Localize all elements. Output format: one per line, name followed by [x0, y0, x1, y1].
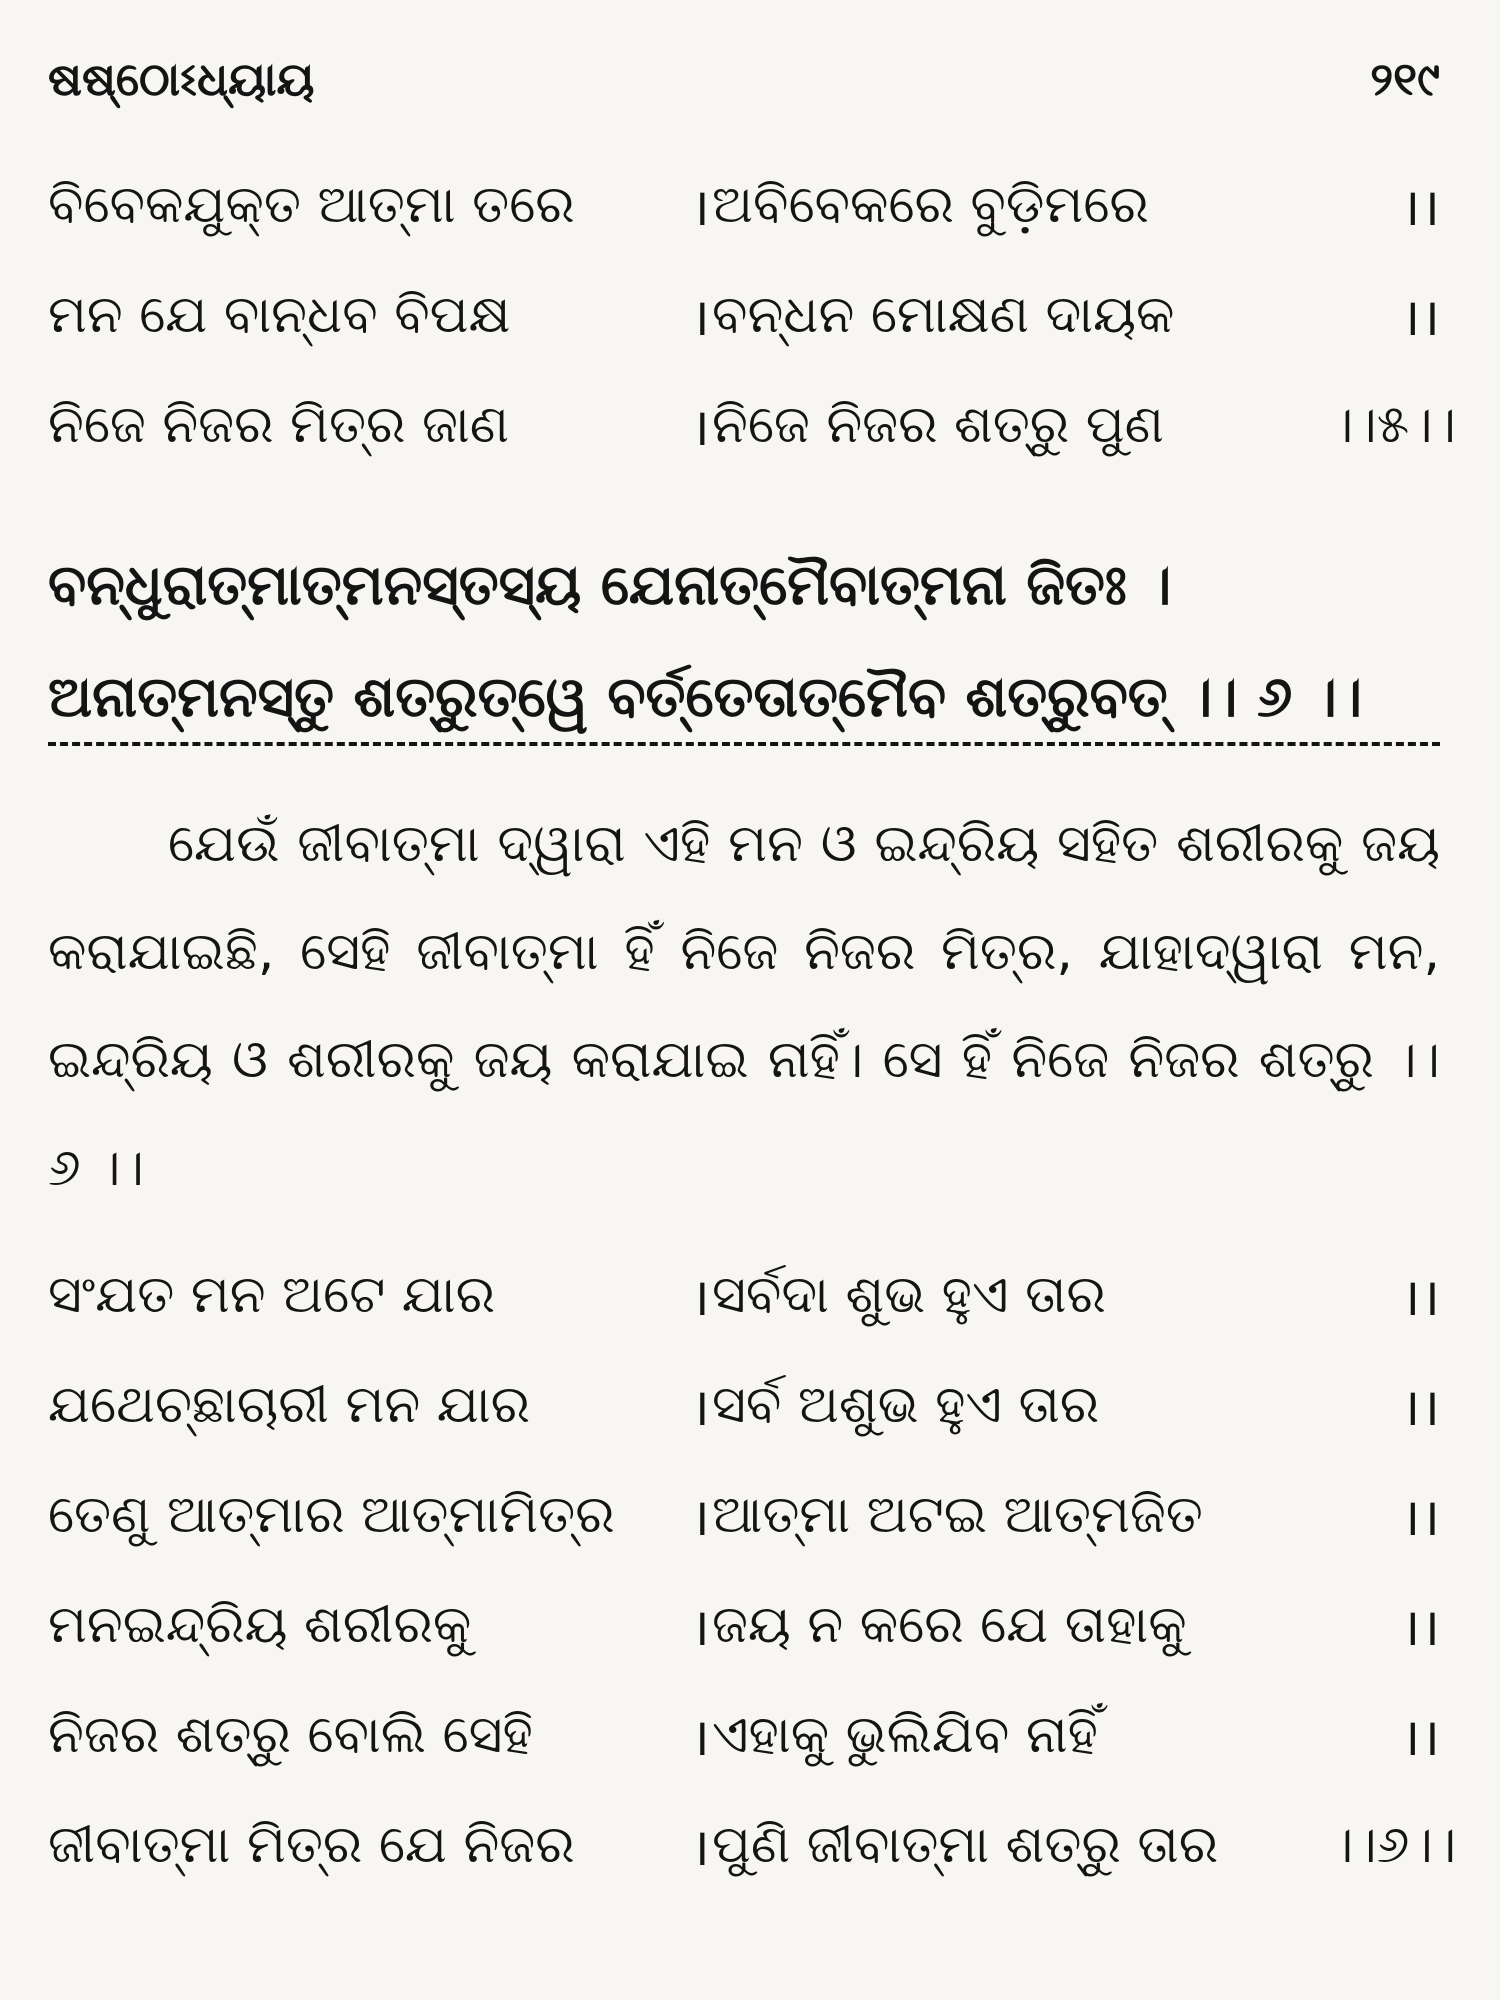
verse-separator: । [690, 177, 710, 238]
verse-separator: । [690, 1817, 710, 1878]
verse-left: ଜୀବାତ୍ମା ମିତ୍ର ଯେ ନିଜର [48, 1814, 575, 1875]
verse-end-mark: ।। [1400, 177, 1440, 238]
verse-separator: । [690, 397, 710, 458]
verse-separator: । [690, 1487, 710, 1548]
verse-right: ନିଜେ ନିଜର ଶତ୍ରୁ ପୁଣ [712, 394, 1164, 455]
running-title: ଷଷ୍ଠୋଽଧ୍ୟାୟ [48, 52, 315, 106]
verse-left: ମନ ଯେ ବାନ୍ଧବ ବିପକ୍ଷ [48, 284, 511, 345]
commentary-text: ଯେଉଁ ଜୀବାତ୍ମା ଦ୍ୱାରା ଏହି ମନ ଓ ଇନ୍ଦ୍ରିୟ ସହିତ ଶରୀରକୁ ଜୟ କରାଯାଇଛି, ସେହି ଜୀବାତ୍ମା ହିଁ ନିଜେ ନିଜର ମିତ୍ର, ଯାହାଦ୍ୱାରା ମନ, ଇନ୍ଦ୍ରିୟ ଓ ଶରୀରକୁ ଜୟ କରାଯାଇ ନାହିଁ। ସେ ହିଁ ନିଜେ ନିଜର ଶତ୍ରୁ ।। ୬ ।। [48, 814, 1440, 1198]
verse-right: ଆତ୍ମା ଅଟଇ ଆତ୍ମଜିତ [712, 1484, 1203, 1545]
verse-end-mark: ।। [1400, 1597, 1440, 1658]
verse-line [48, 1350, 1440, 1460]
verse-stanza-1 [48, 150, 1457, 480]
verse-left: ସଂଯତ ମନ ଅଟେ ଯାର [48, 1264, 496, 1325]
verse-right: ସର୍ବ ଅଶୁଭ ହୁଏ ତାର [712, 1374, 1100, 1435]
verse-end-mark: ।। [1400, 287, 1440, 348]
shloka-line-1: ବନ୍ଧୁରାତ୍ମାତ୍ମନସ୍ତସ୍ୟ ଯେନାତ୍ମୈବାତ୍ମନା ଜିତଃ । [48, 553, 1172, 618]
sanskrit-shloka [48, 530, 1440, 754]
verse-end-mark: ।। [1400, 1487, 1440, 1548]
verse-right: ଅବିବେକରେ ବୁଡ଼ିମରେ [712, 174, 1149, 235]
verse-end-mark: ।। [1400, 1707, 1440, 1768]
verse-stanza-2 [48, 1240, 1457, 1900]
verse-left: ବିବେକଯୁକ୍ତ ଆତ୍ମା ତରେ [48, 174, 575, 235]
verse-line [48, 1460, 1440, 1570]
verse-line [48, 260, 1440, 370]
verse-line [48, 1790, 1457, 1900]
verse-right: ଏହାକୁ ଭୁଲିଯିବ ନାହିଁ [712, 1704, 1098, 1765]
verse-end-mark: ।। [1400, 1377, 1440, 1438]
verse-separator: । [690, 1597, 710, 1658]
verse-right: ବନ୍ଧନ ମୋକ୍ଷଣ ଦାୟକ [712, 284, 1175, 345]
verse-line [48, 370, 1457, 480]
verse-right: ଜୟ ନ କରେ ଯେ ତାହାକୁ [712, 1594, 1187, 1655]
verse-right: ପୁଣି ଜୀବାତ୍ମା ଶତ୍ରୁ ତାର [712, 1814, 1219, 1875]
verse-end-mark: ।।୫।। [1330, 394, 1457, 455]
verse-left: ନିଜର ଶତ୍ରୁ ବୋଲି ସେହି [48, 1704, 533, 1765]
verse-end-mark: ।।୬।। [1330, 1814, 1457, 1875]
verse-separator: । [690, 287, 710, 348]
commentary-paragraph [48, 790, 1440, 1222]
verse-left: ତେଣୁ ଆତ୍ମାର ଆତ୍ମାମିତ୍ର [48, 1484, 615, 1545]
verse-end-mark: ।। [1400, 1267, 1440, 1328]
verse-right: ସର୍ବଦା ଶୁଭ ହୁଏ ତାର [712, 1264, 1106, 1325]
verse-separator: । [690, 1377, 710, 1438]
dashed-divider [48, 742, 1440, 746]
verse-line [48, 1240, 1440, 1350]
verse-left: ଯଥେଚ୍ଛାଚାରୀ ମନ ଯାର [48, 1374, 531, 1435]
verse-line [48, 150, 1440, 260]
verse-line [48, 1680, 1440, 1790]
shloka-line-2: ଅନାତ୍ମନସ୍ତୁ ଶତ୍ରୁତ୍ୱେ ବର୍ତ୍ତେତାତ୍ମୈବ ଶତ୍ରୁବତ୍ ।। ୬ ।। [48, 665, 1363, 730]
verse-separator: । [690, 1707, 710, 1768]
verse-separator: । [690, 1267, 710, 1328]
page-number: ୨୧୯ [1370, 52, 1440, 106]
verse-left: ନିଜେ ନିଜର ମିତ୍ର ଜାଣ [48, 394, 510, 455]
verse-line [48, 1570, 1440, 1680]
verse-left: ମନଇନ୍ଦ୍ରିୟ ଶରୀରକୁ [48, 1594, 472, 1655]
page-header [48, 40, 1440, 120]
